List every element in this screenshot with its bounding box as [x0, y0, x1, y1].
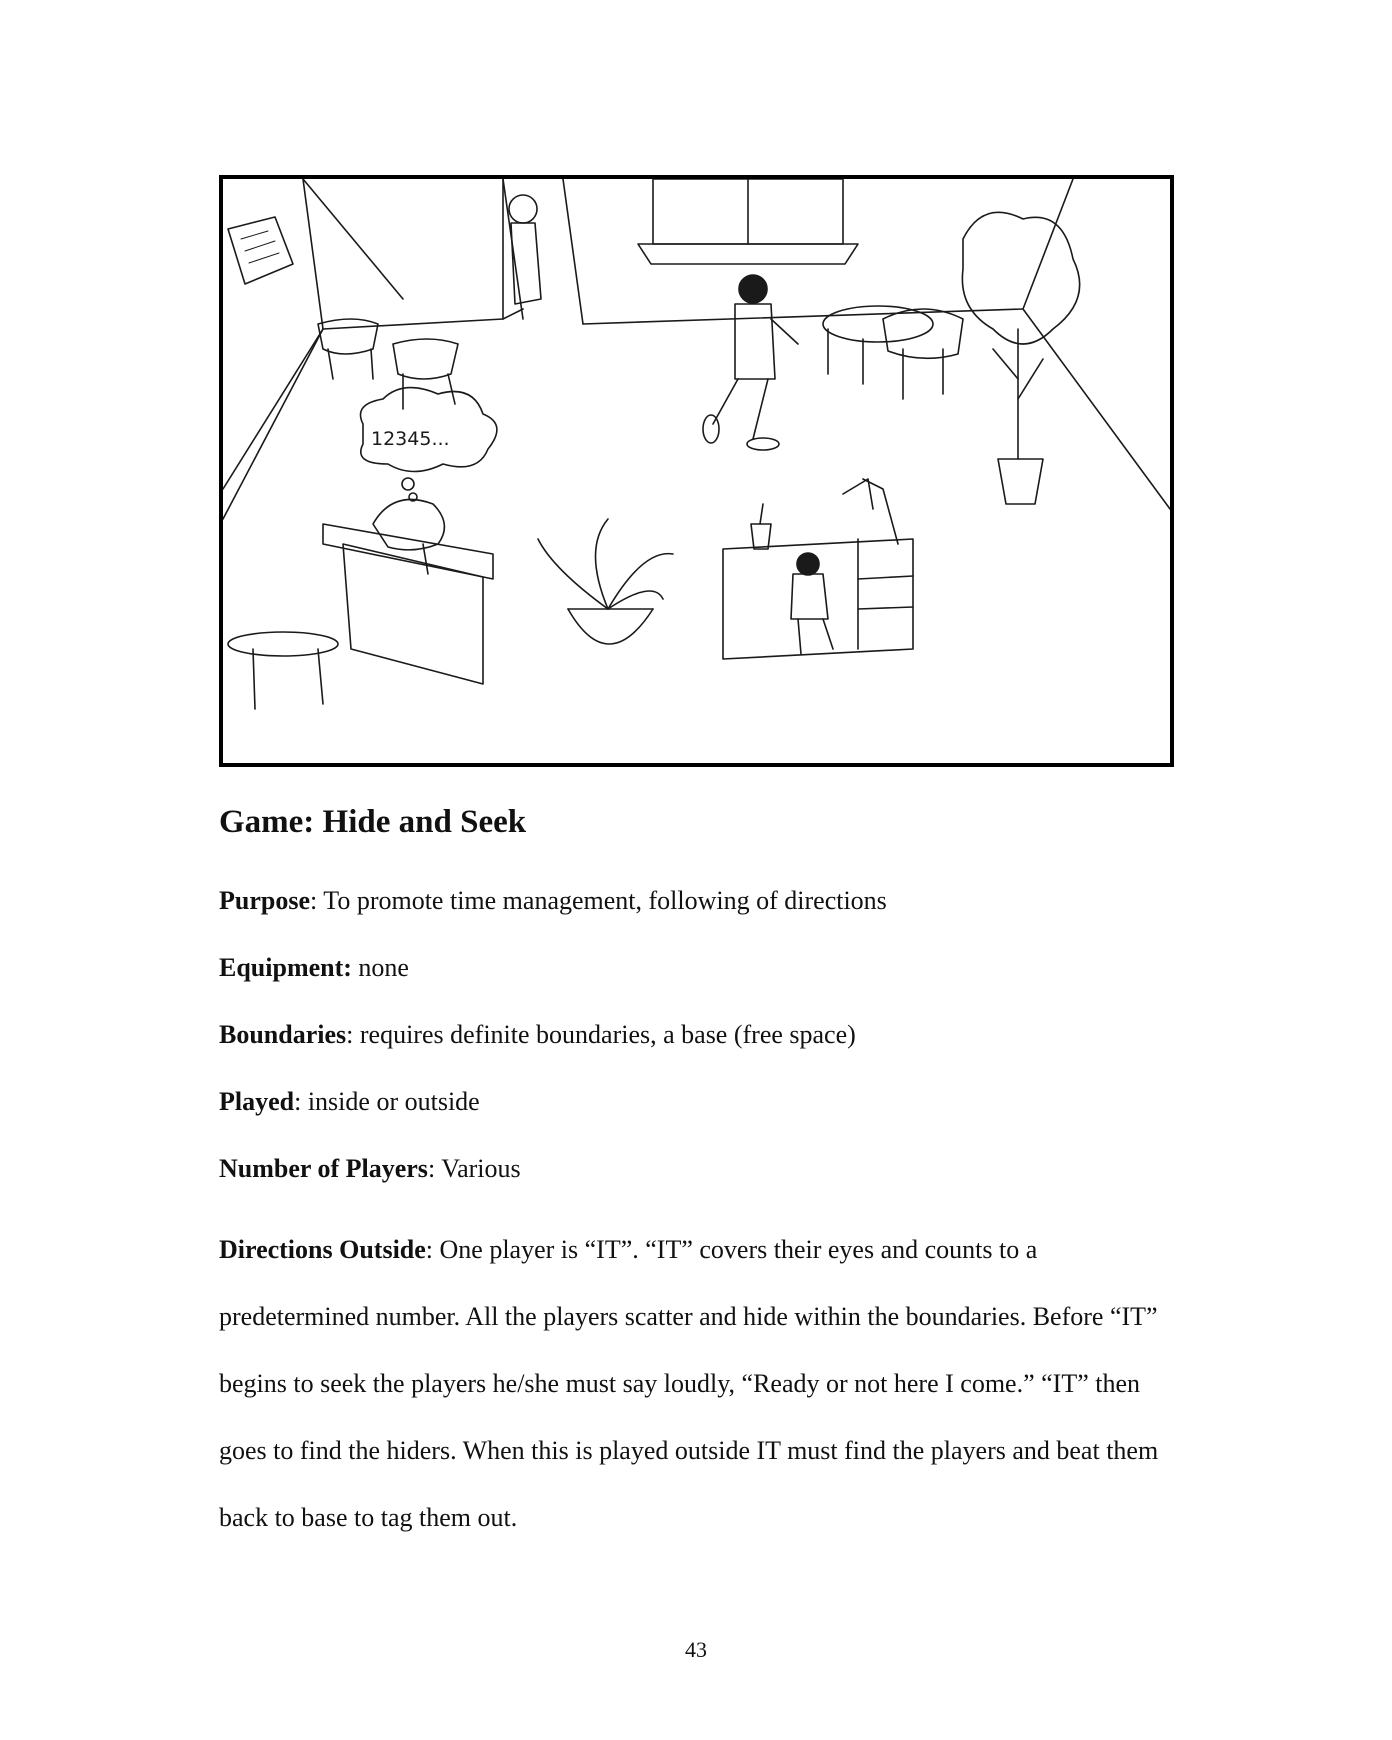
desk-hiding-person: [723, 479, 913, 659]
hide-and-seek-illustration: [219, 175, 1174, 767]
door: [503, 179, 541, 319]
played-label: Played: [219, 1087, 295, 1116]
boundaries-field: [219, 1018, 856, 1052]
page-number: 43: [685, 1637, 707, 1662]
counting-person-desk: [323, 500, 493, 685]
players-label: Number of Players: [219, 1154, 428, 1183]
table-chairs-right: [823, 306, 963, 399]
played-value: : inside or outside: [294, 1087, 480, 1116]
boundaries-value: : requires definite boundaries, a base (free space): [346, 1020, 856, 1049]
thought-bubble-text: 12345...: [371, 428, 450, 450]
small-table: [228, 632, 338, 709]
players-field: [219, 1152, 521, 1186]
equipment-field: [219, 951, 409, 985]
room-drawing: [223, 179, 1170, 763]
room-walls: [223, 179, 1170, 519]
directions-paragraph: [219, 1216, 1179, 1551]
directions-label: Directions Outside: [219, 1235, 426, 1264]
players-value: : Various: [427, 1154, 521, 1183]
wall-picture: [228, 217, 293, 284]
played-field: [219, 1085, 480, 1119]
directions-text: : One player is “IT”. “IT” covers their eyes and counts to a predetermined number. All the players scatter and hide within the boundaries. Before “IT” begins to seek the players he/she must say loudly, “Ready or not here I come.” “IT” then goes to find the hiders. When this is played outside IT must find the players and beat them back to base to tag them out.: [219, 1235, 1159, 1532]
tree-plant: [962, 212, 1079, 504]
purpose-field: [219, 884, 887, 918]
equipment-label: Equipment:: [219, 953, 352, 982]
purpose-value: : To promote time management, following of directions: [310, 886, 887, 915]
thought-bubble: [361, 388, 497, 501]
game-title: Game: Hide and Seek: [219, 804, 527, 840]
potted-palm: [538, 519, 673, 644]
equipment-value: none: [351, 953, 409, 982]
boundaries-label: Boundaries: [219, 1020, 347, 1049]
walking-person: [703, 275, 798, 450]
window: [638, 179, 858, 264]
purpose-label: Purpose: [219, 886, 310, 915]
